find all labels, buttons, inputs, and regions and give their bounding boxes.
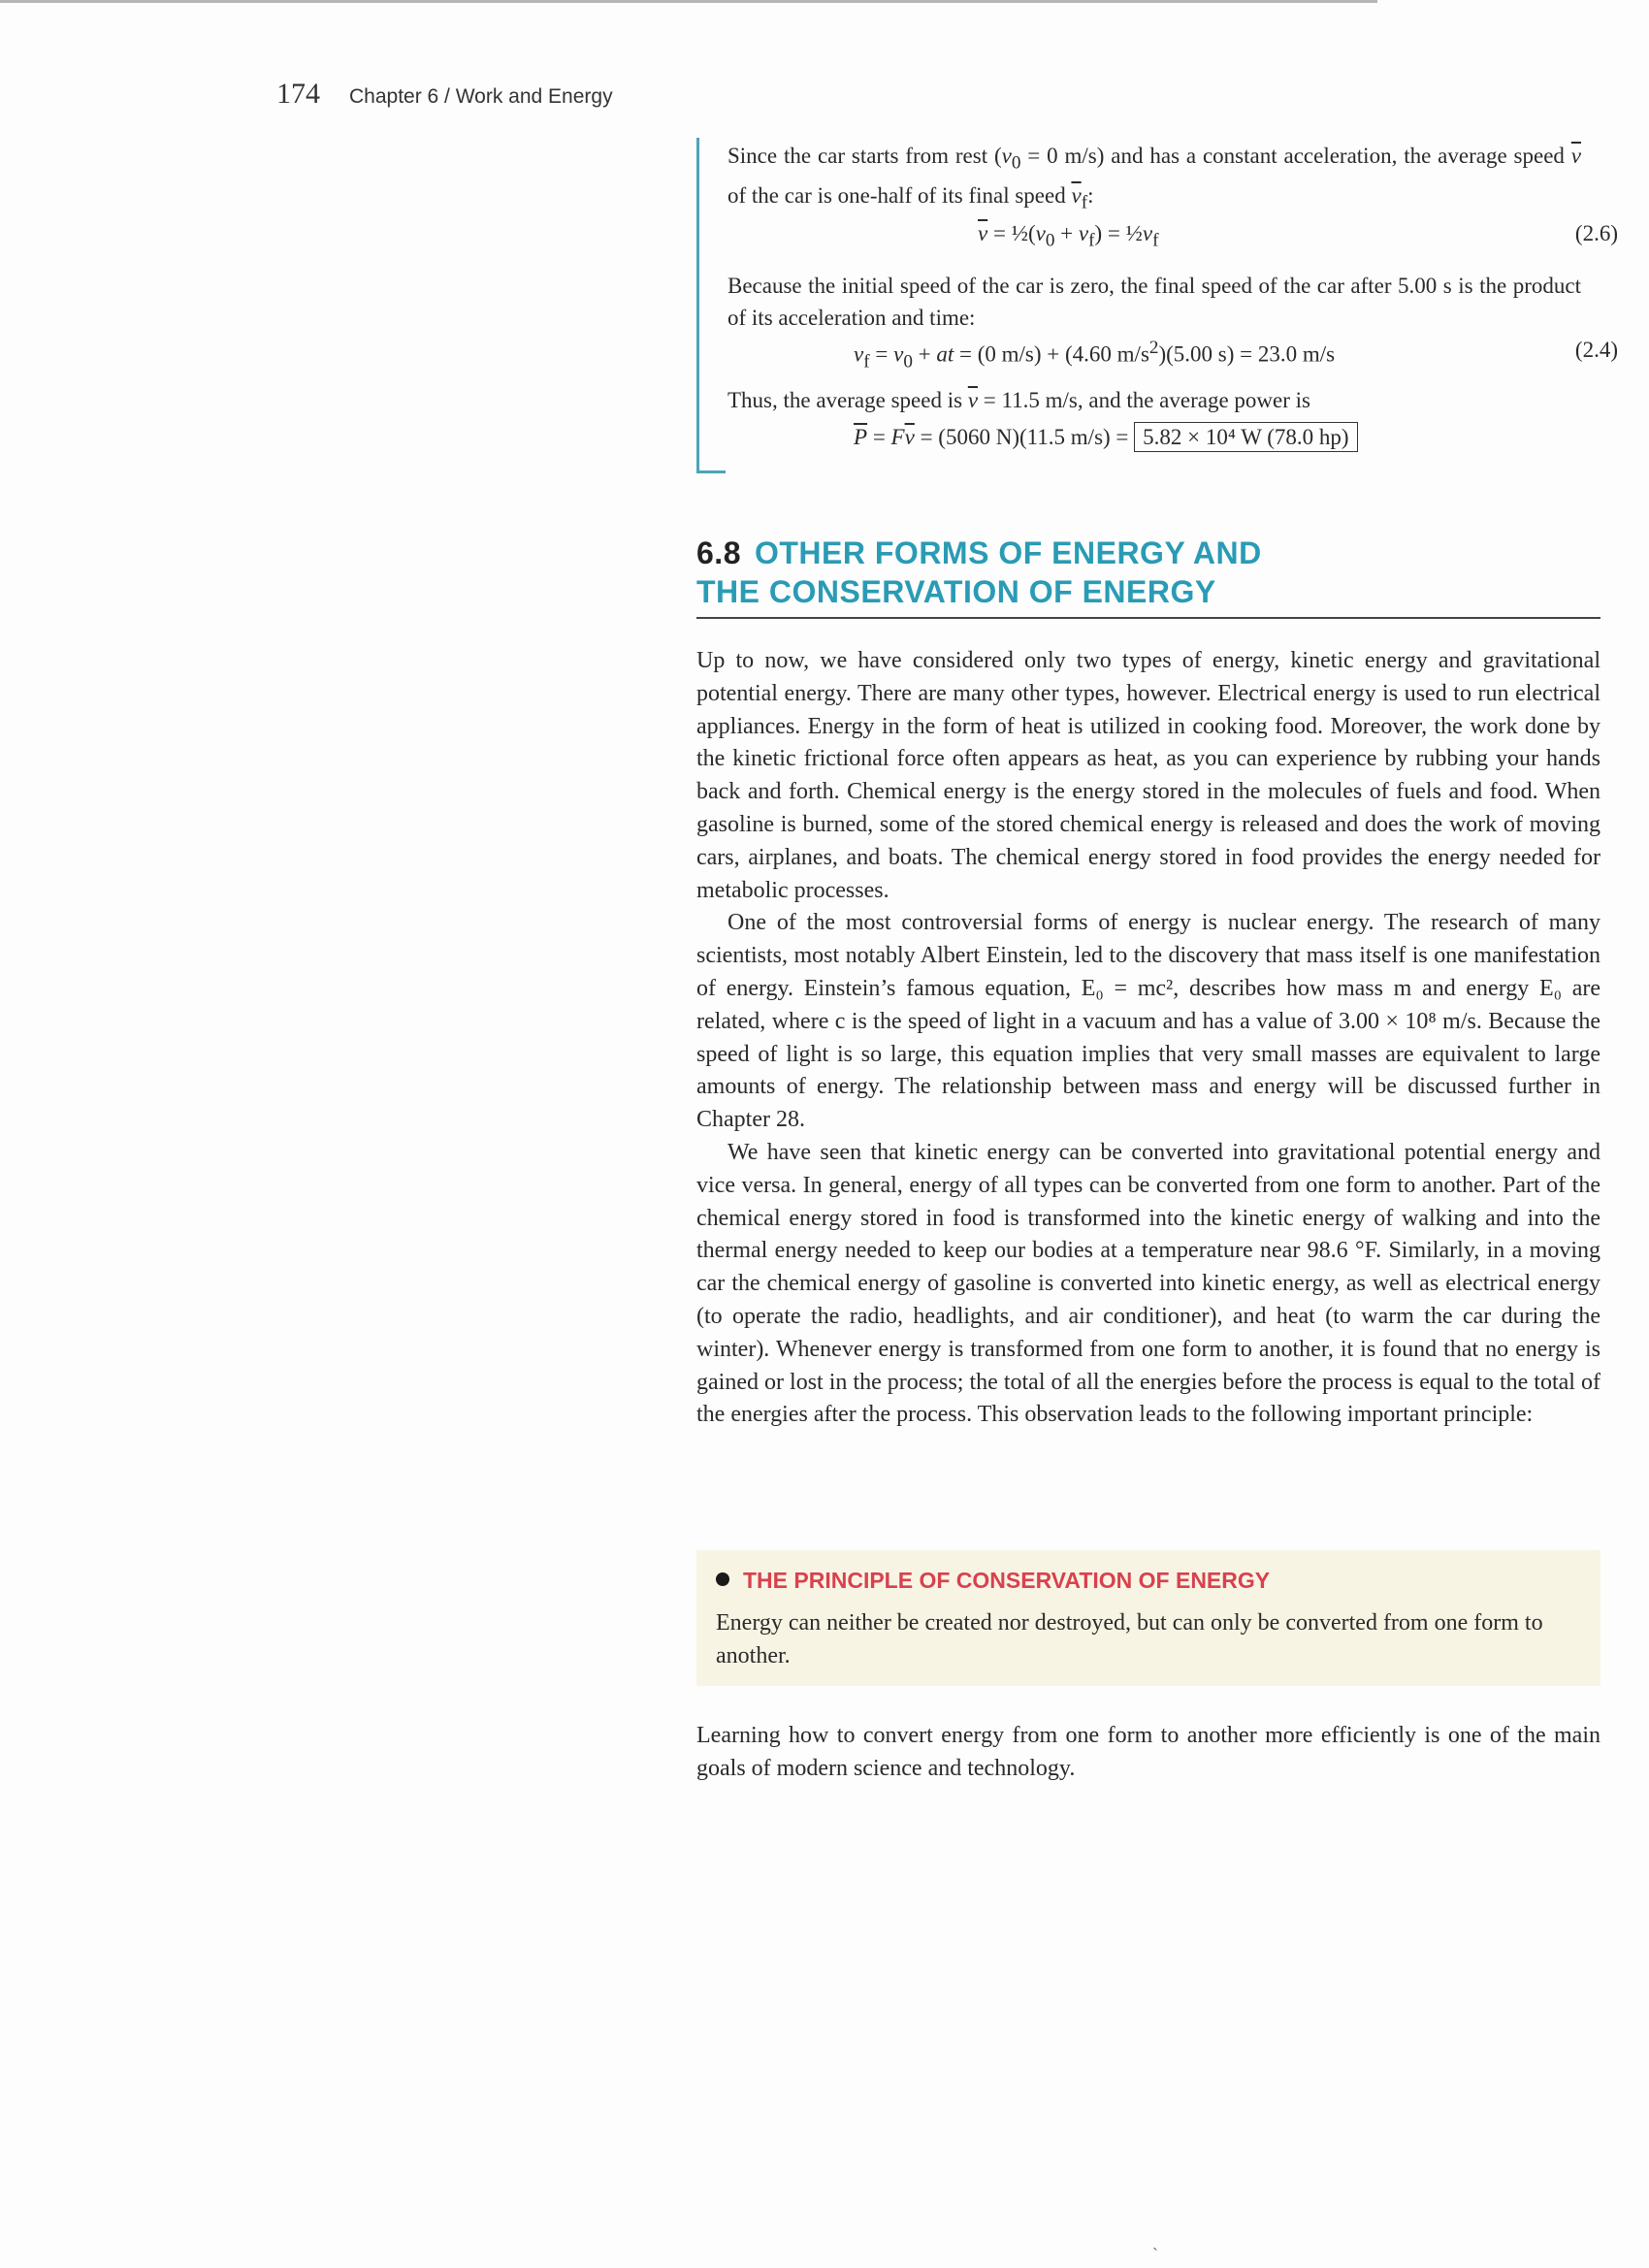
solution-paragraph-3: Thus, the average speed is $\overline{v} = 11.5$ m/s, and the average power is [728, 388, 1310, 412]
solution-side-bar [696, 138, 699, 473]
equation-final-speed: $v_f = v_0$ + at = (0 m/s) + (4.60 $m/s^2)(5.00$ s) = 23.0 m/s [854, 338, 1336, 373]
example-solution-block [696, 138, 1618, 473]
principle-box [696, 1550, 1600, 1686]
boxed-answer: 5.82 × 10⁴ W (78.0 hp) [1134, 422, 1357, 452]
section-title-line-2: THE CONSERVATION OF ENERGY [696, 574, 1216, 609]
body-paragraph-3: We have seen that kinetic energy can be converted into gravitational potential energy and vice versa. In general, energy of all types can be converted from one form to another. Part of the chemical energy stored in food is transformed into the kinetic energy of walking and into the thermal energy needed to keep our bodies at a temperature near 98.6 °F. Similarly, in a moving car the chemical energy of gasoline is converted into kinetic energy, as well as electrical energy (to operate the radio, headlights, and air conditioner), and heat (to warm the car during the winter). Whenever energy is transformed from one form to another, it is found that no energy is gained or lost in the process; the total of all the energies before the process is equal to the total of the energies after the process. This observation leads to the following important principle: [696, 1139, 1600, 1428]
top-edge-rule [0, 0, 1377, 3]
principle-heading [716, 1568, 1270, 1594]
equation-average-power: $\overline{P} = F\overline{v} = (5060$ N)(11.5 m/s) = 5.82 × 10⁴ W (78.0 hp) [854, 425, 1358, 450]
running-head [276, 78, 613, 111]
body-paragraph-1: Up to now, we have considered only two types of energy, kinetic energy and gravitational potential energy. There are many other types, however. Electrical energy is used to run electrical appliances. Energy in the form of heat is utilized in cooking food. Moreover, the work done by the kinetic frictional force often appears as heat, as you can experience by rubbing your hands back and forth. Chemical energy is the energy stored in the molecules of fuels and food. When gasoline is burned, some of the stored chemical energy is released and does the work of moving cars, airplanes, and boats. The chemical energy stored in food provides the energy needed for metabolic processes. [696, 648, 1600, 903]
equation-number-2-6: (2.6) [1574, 221, 1618, 245]
bullet-icon [716, 1572, 729, 1586]
section-title-line-1: OTHER FORMS OF ENERGY AND [754, 535, 1262, 570]
section-heading [696, 534, 1600, 611]
section-number: 6.8 [696, 535, 741, 570]
equation-average-speed: $\overline{v}$ = $\frac{1}{2}(v_0 + v_f)$ = $\frac{1}{2}v_f$ [978, 221, 1159, 251]
section-body [696, 645, 1600, 1432]
closing-paragraph: Learning how to convert energy from one form to another more efficiently is one of the main goals of modern science and technology. [696, 1723, 1600, 1781]
page-number: 174 [276, 78, 320, 110]
solution-paragraph-1: Since the car starts from rest ($v_0 = 0$ m/s) and has a constant acceleration, the average speed $\overline{v}$ of the car is one-half of its final speed $\overline{v}_f$: [728, 144, 1581, 213]
scan-speck: ˎ [1152, 2231, 1158, 2251]
section-rule [696, 617, 1600, 619]
equation-number-2-4: (2.4) [1574, 338, 1618, 362]
body-paragraph-2: One of the most controversial forms of energy is nuclear energy. The research of many scientists, most notably Albert Einstein, led to the discovery that mass itself is one manifestation of energy. Einstein’s famous equation, E₀ = mc², describes how mass m and energy E₀ are related, where c is the speed of light in a vacuum and has a value of 3.00 × 10⁸ m/s. Because the speed of light is so large, this equation implies that very small masses are equivalent to large amounts of energy. The relationship between mass and energy will be discussed further in Chapter 28. [696, 910, 1600, 1133]
chapter-title: Chapter 6 / Work and Energy [349, 85, 613, 108]
principle-heading-text: THE PRINCIPLE OF CONSERVATION OF ENERGY [743, 1568, 1271, 1593]
solution-paragraph-2: Because the initial speed of the car is zero, the final speed of the car after 5.00 s is the product of its acceleration and time: [728, 274, 1581, 330]
solution-bar-foot [696, 470, 726, 473]
principle-statement: Energy can neither be created nor destroyed, but can only be converted from one form to another. [716, 1610, 1543, 1669]
